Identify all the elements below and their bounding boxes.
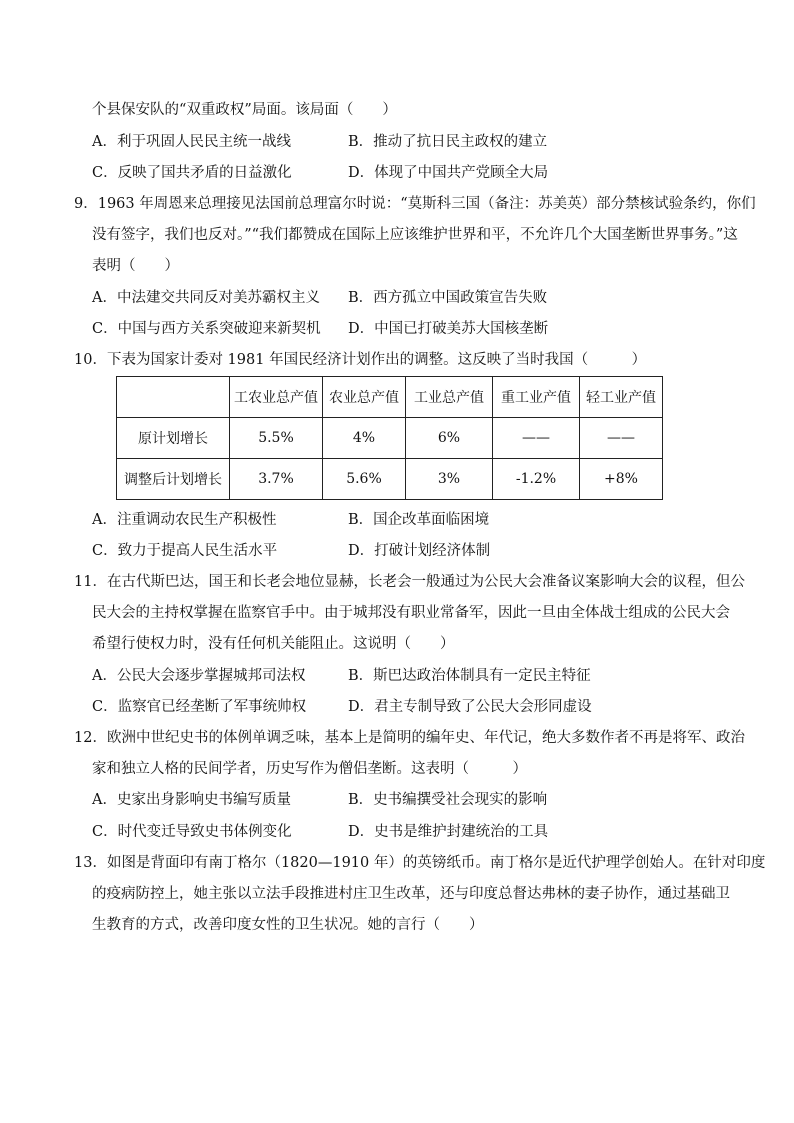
table-row — [117, 459, 663, 500]
q11-line-3: 希望行使权力时，没有任何机关能阻止。这说明（ ） — [92, 636, 455, 652]
table-cell: 3.7% — [230, 459, 323, 500]
q10-number: 10． — [74, 352, 107, 368]
q12-option-a[interactable]: A．史家出身影响史书编写质量 — [92, 792, 291, 808]
q9-text-1: 1963 年周恩来总理接见法国前总理富尔时说：“莫斯科三国（备注：苏美英）部分禁核试验条约，你们 — [97, 196, 756, 212]
q9-option-c[interactable]: C．中国与西方关系突破迎来新契机 — [92, 321, 321, 337]
q10-option-c[interactable]: C．致力于提高人民生活水平 — [92, 543, 278, 559]
q9-line-2: 没有签字，我们也反对。”“我们都赞成在国际上应该维护世界和平，不允许几个大国垄断世界事务。”这 — [92, 227, 738, 243]
table-cell: +8% — [580, 459, 663, 500]
table-cell: -1.2% — [493, 459, 580, 500]
table-cell: —— — [493, 418, 580, 459]
q12-option-d[interactable]: D．史书是维护封建统治的工具 — [348, 824, 549, 840]
table-cell: 6% — [406, 418, 493, 459]
q13-number: 13． — [74, 855, 107, 871]
q11-option-a[interactable]: A．公民大会逐步掌握城邦司法权 — [92, 668, 306, 684]
q11-line-2: 民大会的主持权掌握在监察官手中。由于城邦没有职业常备军，因此一旦由全体战士组成的公民大会 — [92, 605, 730, 621]
table-cell: —— — [580, 418, 663, 459]
table-header-row — [117, 377, 663, 418]
q12-option-c[interactable]: C．时代变迁导致史书体例变化 — [92, 824, 292, 840]
table-header-cell — [117, 377, 230, 418]
plan-adjustment-table — [116, 376, 663, 500]
table-header-cell: 工农业总产值 — [230, 377, 323, 418]
table-cell: 5.6% — [323, 459, 406, 500]
q11-line-1 — [74, 572, 745, 592]
q10-text-1: 下表为国家计委对 1981 年国民经济计划作出的调整。这反映了当时我国（ ） — [106, 352, 647, 368]
table-header-cell: 轻工业产值 — [580, 377, 663, 418]
q11-number: 11． — [74, 574, 107, 590]
q11-option-b[interactable]: B．斯巴达政治体制具有一定民主特征 — [348, 668, 591, 684]
q8-option-b[interactable]: B．推动了抗日民主政权的建立 — [348, 134, 548, 150]
q13-line-3: 生教育的方式，改善印度女性的卫生状况。她的言行（ ） — [92, 917, 484, 933]
q8-option-c[interactable]: C．反映了国共矛盾的日益激化 — [92, 165, 292, 181]
table-cell: 4% — [323, 418, 406, 459]
table-cell: 3% — [406, 459, 493, 500]
q12-option-b[interactable]: B．史书编撰受社会现实的影响 — [348, 792, 548, 808]
q9-option-a[interactable]: A．中法建交共同反对美苏霸权主义 — [92, 290, 320, 306]
q12-line-2: 家和独立人格的民间学者，历史写作为僧侣垄断。这表明（ ） — [92, 761, 527, 777]
table-header-cell: 重工业产值 — [493, 377, 580, 418]
q13-text-1: 如图是背面印有南丁格尔（1820—1910 年）的英镑纸币。南丁格尔是近代护理学创始人。在针对印度 — [106, 855, 766, 871]
q10-line-1 — [74, 350, 646, 370]
q10-option-b[interactable]: B．国企改革面临困境 — [348, 512, 490, 528]
table-row — [117, 418, 663, 459]
q9-option-d[interactable]: D．中国已打破美苏大国核垄断 — [348, 321, 549, 337]
table-cell: 5.5% — [230, 418, 323, 459]
q9-number: 9． — [74, 196, 98, 212]
table-header-cell: 工业总产值 — [406, 377, 493, 418]
q12-line-1 — [74, 728, 745, 748]
q9-line-1 — [74, 194, 756, 214]
q11-option-c[interactable]: C．监察官已经垄断了军事统帅权 — [92, 699, 307, 715]
table-cell: 调整后计划增长 — [117, 459, 230, 500]
q11-option-d[interactable]: D．君主专制导致了公民大会形同虚设 — [348, 699, 592, 715]
q9-line-3: 表明（ ） — [92, 258, 179, 274]
q8-stem-tail: 个县保安队的“双重政权”局面。该局面（ ） — [92, 102, 397, 118]
q13-line-1 — [74, 853, 765, 873]
q8-option-d[interactable]: D．体现了中国共产党顾全大局 — [348, 165, 549, 181]
q10-option-a[interactable]: A．注重调动农民生产积极性 — [92, 512, 277, 528]
table-header-cell: 农业总产值 — [323, 377, 406, 418]
q13-line-2: 的疫病防控上，她主张以立法手段推进村庄卫生改革，还与印度总督达弗林的妻子协作，通过基础卫 — [92, 886, 730, 902]
q11-text-1: 在古代斯巴达，国王和长老会地位显赫，长老会一般通过为公民大会准备议案影响大会的议程，但公 — [106, 574, 745, 590]
table-cell: 原计划增长 — [117, 418, 230, 459]
q9-option-b[interactable]: B．西方孤立中国政策宣告失败 — [348, 290, 548, 306]
q8-option-a[interactable]: A．利于巩固人民民主统一战线 — [92, 134, 291, 150]
q10-option-d[interactable]: D．打破计划经济体制 — [348, 543, 491, 559]
q12-text-1: 欧洲中世纪史书的体例单调乏味，基本上是简明的编年史、年代记，绝大多数作者不再是将军、政治 — [106, 730, 745, 746]
q12-number: 12． — [74, 730, 107, 746]
